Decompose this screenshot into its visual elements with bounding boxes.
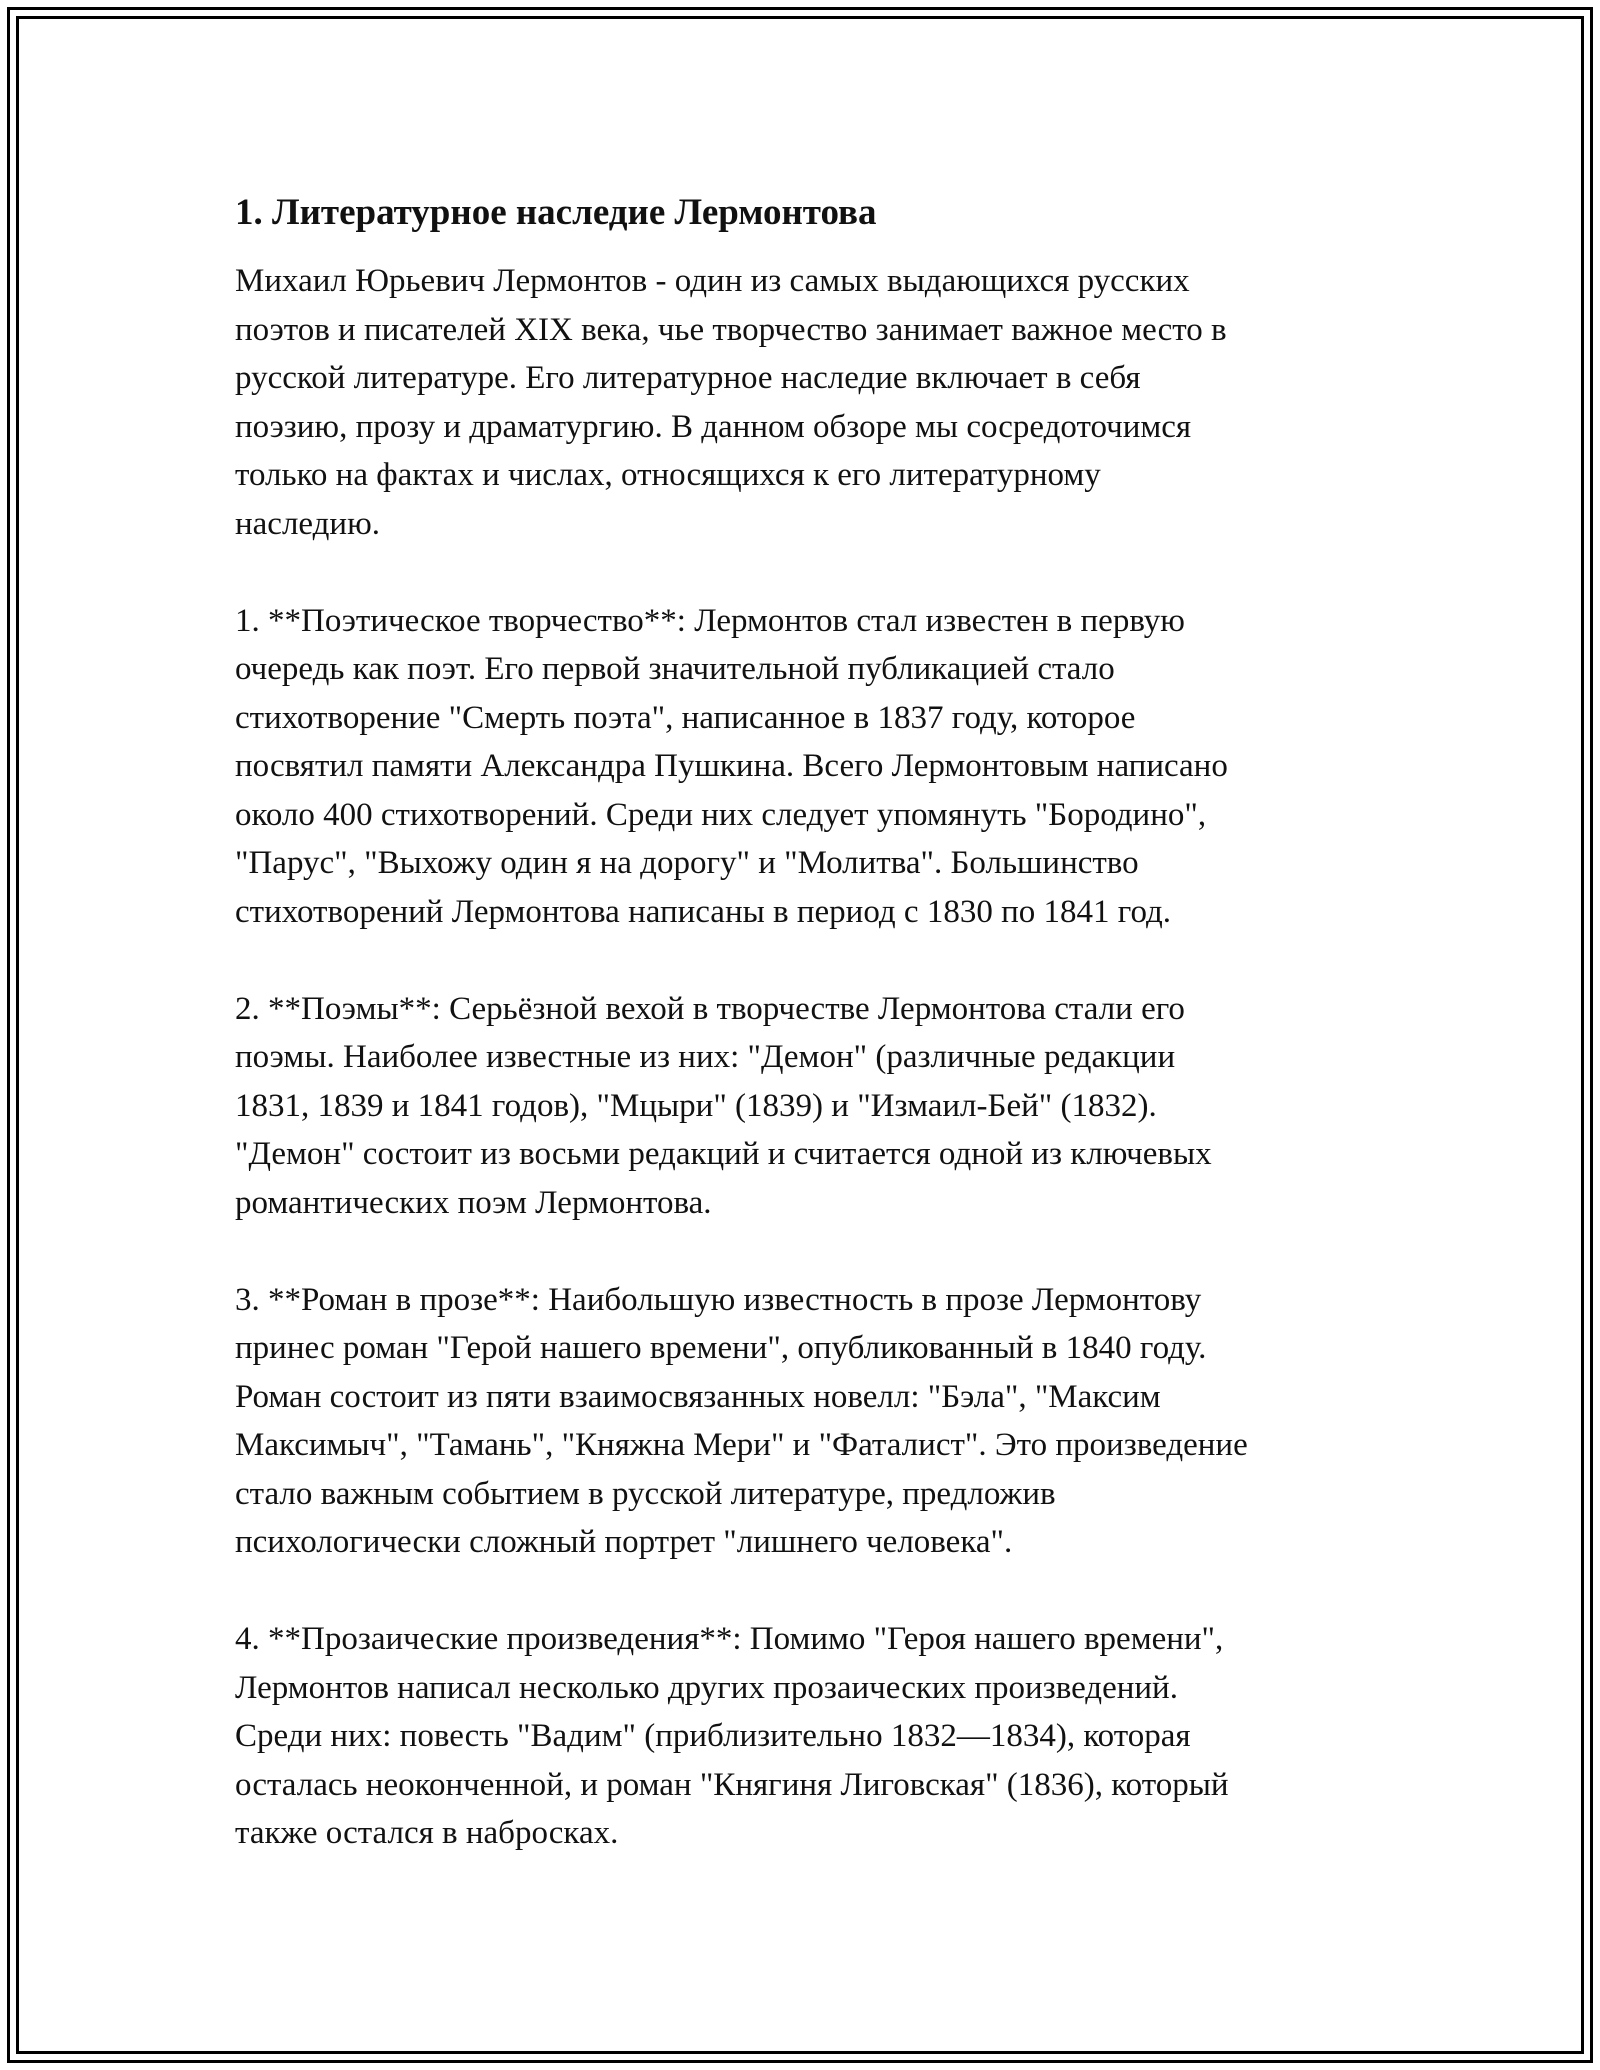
text-line: 1831, 1839 и 1841 годов), "Мцыри" (1839) и "Измаил-Бей" (1832). xyxy=(235,1087,1157,1124)
text-line: "Демон" состоит из восьми редакций и считается одной из ключевых xyxy=(235,1136,1212,1172)
text-line: "Парус", "Выхожу один я на дорогу" и "Молитва". Большинство xyxy=(235,845,1139,881)
section-poems-paragraph xyxy=(235,985,1385,1228)
document-title: 1. Литературное наследие Лермонтова xyxy=(235,192,877,233)
text-line: русской литературе. Его литературное наследие включает в себя xyxy=(235,360,1141,396)
text-line: 4. **Прозаические произведения**: Помимо "Героя нашего времени", xyxy=(235,1621,1224,1657)
text-line: Среди них: повесть "Вадим" (приблизительно 1832—1834), которая xyxy=(235,1718,1191,1754)
text-line: осталась неоконченной, и роман "Княгиня Лиговская" (1836), который xyxy=(235,1766,1229,1803)
text-line: также остался в набросках. xyxy=(235,1815,619,1851)
document-page xyxy=(235,185,1385,1906)
text-line: только на фактах и числах, относящихся к его литературному xyxy=(235,457,1101,493)
text-line: поэмы. Наиболее известные из них: "Демон" (различные редакции xyxy=(235,1039,1176,1075)
text-line: романтических поэм Лермонтова. xyxy=(235,1184,712,1221)
text-line: поэзию, прозу и драматургию. В данном обзоре мы сосредоточимся xyxy=(235,408,1192,445)
text-line: Роман состоит из пяти взаимосвязанных новелл: "Бэла", "Максим xyxy=(235,1378,1161,1415)
text-line: посвятил памяти Александра Пушкина. Всего Лермонтовым написано xyxy=(235,748,1228,784)
text-line: 1. **Поэтическое творчество**: Лермонтов стал известен в первую xyxy=(235,602,1185,639)
text-line: 2. **Поэмы**: Серьёзной вехой в творчестве Лермонтова стали его xyxy=(235,990,1185,1027)
text-line: очередь как поэт. Его первой значительной публикацией стало xyxy=(235,651,1115,687)
text-line: стихотворений Лермонтова написаны в период с 1830 по 1841 год. xyxy=(235,893,1172,930)
section-poetry-paragraph xyxy=(235,597,1385,937)
text-line: Михаил Юрьевич Лермонтов - один из самых выдающихся русских xyxy=(235,263,1190,299)
intro-paragraph xyxy=(235,257,1385,548)
text-line: психологически сложный портрет "лишнего человека". xyxy=(235,1524,1013,1560)
text-line: стихотворение "Смерть поэта", написанное в 1837 году, которое xyxy=(235,699,1136,736)
section-novel-paragraph xyxy=(235,1276,1385,1567)
text-line: Максимыч", "Тамань", "Княжна Мери" и "Фаталист". Это произведение xyxy=(235,1427,1248,1463)
text-line: поэтов и писателей XIX века, чье творчество занимает важное место в xyxy=(235,311,1227,348)
section-prose-paragraph xyxy=(235,1615,1385,1858)
text-line: около 400 стихотворений. Среди них следует упомянуть "Бородино", xyxy=(235,796,1207,833)
text-line: Лермонтов написал несколько других прозаических произведений. xyxy=(235,1669,1178,1706)
text-line: 3. **Роман в прозе**: Наибольшую известность в прозе Лермонтову xyxy=(235,1281,1202,1318)
text-line: принес роман "Герой нашего времени", опубликованный в 1840 году. xyxy=(235,1330,1207,1366)
text-line: стало важным событием в русской литературе, предложив xyxy=(235,1475,1056,1512)
text-line: наследию. xyxy=(235,505,380,542)
